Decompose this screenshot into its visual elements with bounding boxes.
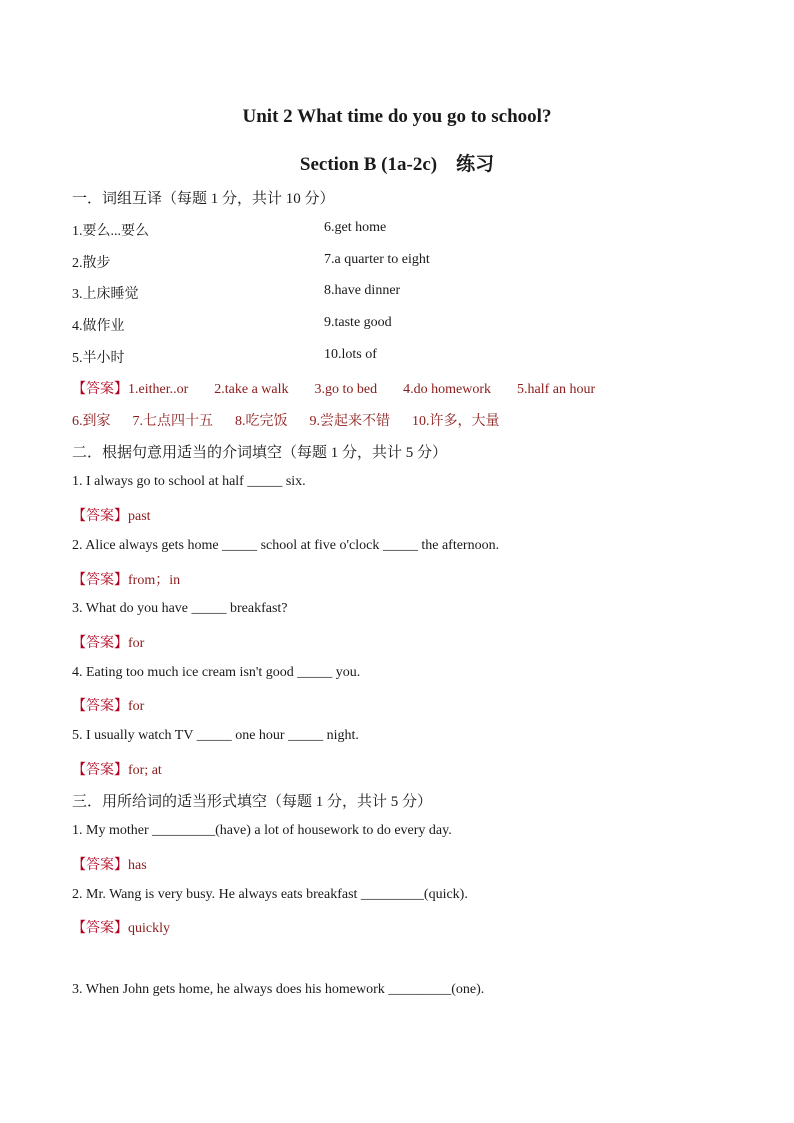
answer-item: 1.either..or [128,382,189,397]
answer-label: 【答案】 [72,699,128,714]
answer-line [72,695,144,715]
section1-answers-row2 [72,410,500,430]
answer-value: past [128,509,151,524]
answer-value: for [128,699,145,714]
section1-right-item: 8.have dinner [324,283,401,298]
answer-item: 2.take a walk [214,382,289,397]
question-text: 3. When John gets home, he always does his homework _________(one). [72,982,485,997]
question-text: 1. I always go to school at half _____ six. [72,474,306,489]
answer-item: 9.尝起来不错 [309,414,390,429]
answer-line [72,854,147,874]
answer-line [72,759,162,779]
answer-label: 【答案】 [72,382,128,397]
answer-line [72,505,151,525]
answer-item: 7.七点四十五 [132,414,213,429]
section1-right-item: 9.taste good [324,315,392,330]
answer-item: 6.到家 [72,414,111,429]
section2-heading: 二．根据句意用适当的介词填空（每题 1 分，共计 5 分） [72,445,448,461]
section1-answers-row1 [72,378,595,398]
answer-label: 【答案】 [72,921,128,936]
answer-value: from；in [128,573,181,588]
question-text: 3. What do you have _____ breakfast? [72,601,288,616]
answer-label: 【答案】 [72,573,128,588]
section1-right-item: 6.get home [324,220,387,235]
question-text: 1. My mother _________(have) a lot of housework to do every day. [72,823,452,838]
answer-item: 10.许多，大量 [412,414,500,429]
question-text: 4. Eating too much ice cream isn't good _____ you. [72,665,361,680]
answer-item: 5.half an hour [517,382,596,397]
answer-value: quickly [128,921,170,936]
answer-line [72,569,180,589]
answer-value: for; at [128,763,162,778]
section1-left-item: 2.散步 [72,256,111,271]
question-text: 2. Alice always gets home _____ school at five o'clock _____ the afternoon. [72,538,500,553]
question-text: 5. I usually watch TV _____ one hour _____ night. [72,728,359,743]
answer-item: 3.go to bed [314,382,378,397]
section1-left-item: 1.要么...要么 [72,224,149,239]
answer-item: 4.do homework [403,382,492,397]
section1-left-item: 5.半小时 [72,351,125,366]
answer-label: 【答案】 [72,636,128,651]
section1-left-item: 4.做作业 [72,319,125,334]
answer-label: 【答案】 [72,763,128,778]
section1-right-item: 7.a quarter to eight [324,252,430,267]
answer-label: 【答案】 [72,858,128,873]
answer-item: 8.吃完饭 [235,414,288,429]
section1-heading: 一．词组互译（每题 1 分，共计 10 分） [72,191,335,207]
answer-value: for [128,636,145,651]
document-title: Unit 2 What time do you go to school? [242,106,552,127]
answer-value: has [128,858,147,873]
document-subtitle: Section B (1a-2c) 练习 [299,154,495,175]
answer-line [72,632,144,652]
answer-label: 【答案】 [72,509,128,524]
section1-right-item: 10.lots of [324,347,377,362]
answer-line [72,917,170,937]
question-text: 2. Mr. Wang is very busy. He always eats breakfast _________(quick). [72,887,468,902]
section1-left-item: 3.上床睡觉 [72,287,139,302]
section3-heading: 三．用所给词的适当形式填空（每题 1 分，共计 5 分） [72,794,433,810]
